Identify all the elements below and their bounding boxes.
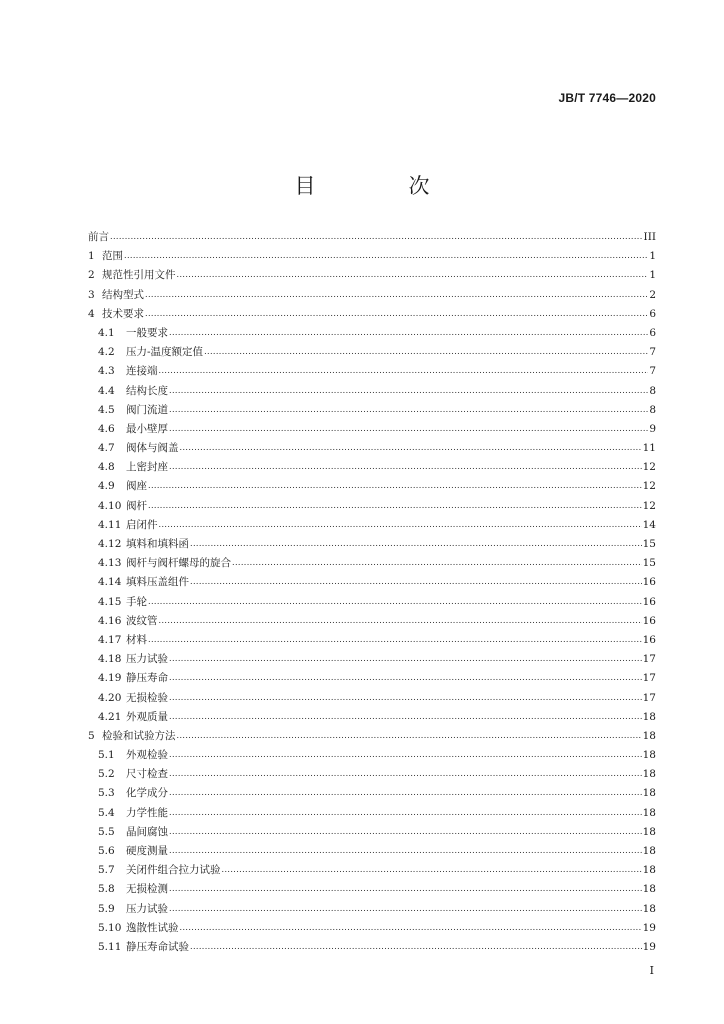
toc-entry[interactable] [88,535,656,554]
toc-entry-number: 4.19 [98,672,122,685]
toc-entry[interactable] [88,382,656,401]
table-of-contents [88,228,656,957]
toc-entry-page: 12 [642,461,656,474]
toc-entry[interactable] [88,554,656,573]
toc-entry-page: 18 [642,845,656,857]
toc-entry-number: 4.5 [98,403,115,416]
toc-leader-dots [169,764,642,783]
toc-entry-title: 技术要求 [102,307,144,320]
toc-entry-number: 4.14 [98,576,122,589]
toc-entry-title: 前言 [88,231,109,243]
toc-entry-page: 19 [642,921,656,934]
toc-entry-number: 4.17 [98,633,122,646]
toc-entry-page: 18 [642,768,656,781]
toc-entry-title: 波纹管 [126,614,158,627]
toc-entry-number: 2 [88,269,95,282]
toc-entry-page: 18 [642,729,656,742]
toc-entry-page: 17 [642,653,656,666]
toc-entry-page: 18 [642,883,656,896]
toc-entry-number: 4.11 [98,518,122,531]
toc-entry-title: 启闭件 [126,518,158,531]
toc-entry-title: 硬度测量 [126,845,168,857]
toc-entry-number: 4.16 [98,614,122,627]
toc-entry[interactable] [88,746,656,765]
toc-leader-dots [169,688,642,707]
toc-leader-dots [169,841,642,860]
toc-entry-title: 一般要求 [126,326,168,339]
toc-leader-dots [169,649,642,668]
toc-entry-number: 4 [88,307,95,320]
toc-entry-number: 4.6 [98,422,115,435]
toc-entry[interactable] [88,631,656,650]
toc-leader-dots [169,803,642,822]
toc-entry[interactable] [88,477,656,496]
toc-entry-title: 阀座 [126,480,147,493]
toc-entry-title: 最小壁厚 [126,422,168,435]
toc-leader-dots [232,553,642,572]
toc-entry-page: 6 [649,326,656,339]
toc-entry-page: 15 [642,557,656,570]
toc-entry-title: 范围 [102,250,123,263]
toc-entry[interactable] [88,266,656,285]
toc-entry-page: 9 [649,422,656,435]
toc-entry-number: 4.18 [98,653,122,666]
toc-leader-dots [169,323,648,342]
toc-entry-number: 4.12 [98,538,122,550]
toc-leader-dots [204,342,648,361]
toc-entry[interactable] [88,439,656,458]
toc-entry-number: 5 [88,729,95,742]
toc-entry-title: 力学性能 [126,806,168,819]
toc-entry-number: 4.7 [98,442,115,455]
toc-entry[interactable] [88,458,656,477]
toc-entry[interactable] [88,880,656,899]
toc-entry-page: 7 [649,346,656,359]
toc-leader-dots [177,265,649,284]
toc-entry[interactable] [88,784,656,803]
toc-entry-page: 18 [642,864,656,877]
toc-entry-title: 逸散性试验 [126,921,179,934]
toc-entry[interactable] [88,689,656,708]
toc-entry-page: 17 [642,691,656,704]
toc-entry[interactable] [88,900,656,919]
toc-entry-title: 压力试验 [126,653,168,666]
toc-entry-number: 4.20 [98,691,122,704]
toc-entry-title: 上密封座 [126,461,168,474]
toc-leader-dots [148,476,642,495]
toc-entry-title: 结构型式 [102,288,144,301]
toc-entry[interactable] [88,938,656,957]
toc-entry-number: 5.10 [98,921,122,934]
toc-entry[interactable] [88,516,656,535]
toc-leader-dots [169,879,642,898]
toc-entry-number: 1 [88,250,95,263]
toc-leader-dots [190,534,642,553]
toc-entry[interactable] [88,765,656,784]
toc-entry-title: 阀体与阀盖 [126,442,179,455]
toc-entry-title: 尺寸检查 [126,768,168,781]
toc-entry-page: 6 [649,307,656,320]
toc-entry-page: 1 [649,250,656,263]
toc-entry-title: 无损检测 [126,883,168,896]
toc-entry-page: 16 [642,576,656,589]
toc-entry[interactable] [88,804,656,823]
toc-entry-title: 静压寿命试验 [126,940,189,953]
toc-entry[interactable] [88,286,656,305]
toc-entry[interactable] [88,669,656,688]
toc-entry-title: 填料压盖组件 [126,576,189,589]
toc-leader-dots [169,707,642,726]
toc-entry-page: 14 [642,518,656,531]
toc-leader-dots [169,419,648,438]
toc-entry-page: 11 [642,442,656,455]
toc-entry-title: 外观检验 [126,749,168,762]
toc-entry-page: 18 [642,749,656,762]
toc-entry-number: 4.9 [98,480,115,493]
toc-entry-title: 检验和试验方法 [102,729,176,742]
toc-entry-title: 压力试验 [126,902,168,915]
toc-entry[interactable] [88,247,656,266]
toc-entry-title: 化学成分 [126,787,168,800]
toc-entry[interactable] [88,612,656,631]
toc-leader-dots [180,438,642,457]
toc-entry-number: 5.2 [98,768,115,781]
page-title: 目 次 [294,174,466,198]
toc-entry-number: 5.3 [98,787,115,800]
toc-entry[interactable] [88,228,656,247]
toc-entry-number: 5.9 [98,902,115,915]
toc-leader-dots [169,400,648,419]
toc-leader-dots [177,726,642,745]
toc-leader-dots [169,381,648,400]
toc-entry-title: 结构长度 [126,384,168,397]
toc-entry-page: 8 [649,384,656,397]
toc-leader-dots [148,592,642,611]
toc-entry[interactable] [88,823,656,842]
toc-entry-title: 连接端 [126,365,158,378]
toc-entry-page: 18 [642,806,656,819]
toc-entry-title: 无损检验 [126,691,168,704]
document-code: JB/T 7746—2020 [558,91,656,105]
toc-entry-number: 5.4 [98,806,115,819]
toc-entry-page: 18 [642,902,656,915]
toc-entry-number: 4.4 [98,384,115,397]
toc-entry-title: 手轮 [126,595,147,608]
toc-entry-page: 18 [642,825,656,838]
toc-entry[interactable] [88,401,656,420]
toc-entry-number: 4.8 [98,461,115,474]
toc-leader-dots [145,285,648,304]
toc-entry-number: 4.13 [98,557,122,570]
toc-leader-dots [169,783,642,802]
toc-leader-dots [124,246,648,265]
toc-leader-dots [222,860,642,879]
toc-entry[interactable] [88,497,656,516]
toc-entry-page: III [643,231,656,243]
toc-entry-number: 4.1 [98,326,115,339]
toc-entry[interactable] [88,362,656,381]
toc-entry-title: 晶间腐蚀 [126,825,168,838]
toc-entry[interactable] [88,573,656,592]
toc-entry-number: 5.5 [98,825,115,838]
toc-entry[interactable] [88,727,656,746]
toc-entry-number: 5.1 [98,749,115,762]
toc-entry-page: 7 [649,365,656,378]
toc-entry-page: 18 [642,710,656,723]
toc-entry-number: 4.10 [98,499,122,512]
toc-entry[interactable] [88,593,656,612]
page-number: I [649,964,654,977]
toc-entry-page: 8 [649,403,656,416]
toc-entry[interactable] [88,305,656,324]
toc-entry-number: 5.11 [98,940,122,953]
toc-entry-number: 4.2 [98,346,115,359]
toc-entry[interactable] [88,650,656,669]
toc-entry-title: 阀杆 [126,499,147,512]
toc-entry-page: 17 [642,672,656,685]
toc-leader-dots [169,745,642,764]
toc-leader-dots [180,918,642,937]
toc-entry-title: 填料和填料函 [126,538,189,550]
toc-entry-title: 外观质量 [126,710,168,723]
toc-entry-title: 规范性引用文件 [102,269,176,282]
toc-entry-number: 4.3 [98,365,115,378]
toc-entry-page: 18 [642,787,656,800]
toc-entry-page: 2 [649,288,656,301]
toc-leader-dots [190,572,642,591]
toc-entry[interactable] [88,324,656,343]
toc-entry-page: 16 [642,633,656,646]
toc-entry-number: 4.21 [98,710,122,723]
toc-entry[interactable] [88,919,656,938]
toc-entry-page: 12 [642,480,656,493]
toc-entry-title: 压力-温度额定值 [126,346,204,359]
toc-leader-dots [145,304,648,323]
toc-leader-dots [169,899,642,918]
toc-entry-number: 5.8 [98,883,115,896]
toc-leader-dots [159,515,642,534]
toc-entry[interactable] [88,842,656,861]
toc-leader-dots [159,611,642,630]
toc-entry-page: 1 [649,269,656,282]
toc-entry-title: 静压寿命 [126,672,168,685]
toc-entry-number: 3 [88,288,95,301]
toc-entry-title: 关闭件组合拉力试验 [126,864,221,877]
toc-leader-dots [169,457,642,476]
toc-leader-dots [148,496,642,515]
toc-entry-title: 阀门流道 [126,403,168,416]
toc-entry[interactable] [88,708,656,727]
toc-entry-title: 阀杆与阀杆螺母的旋合 [126,557,231,570]
toc-leader-dots [148,630,642,649]
toc-leader-dots [190,937,642,956]
toc-entry-number: 5.7 [98,864,115,877]
toc-entry-page: 15 [642,538,656,550]
toc-leader-dots [169,668,642,687]
toc-leader-dots [169,822,642,841]
toc-entry-number: 5.6 [98,845,115,857]
toc-entry-page: 19 [642,940,656,953]
toc-entry-title: 材料 [126,633,147,646]
toc-entry-page: 16 [642,614,656,627]
toc-entry[interactable] [88,861,656,880]
toc-entry[interactable] [88,343,656,362]
toc-entry-page: 12 [642,499,656,512]
toc-entry-page: 16 [642,595,656,608]
toc-leader-dots [159,361,649,380]
toc-entry[interactable] [88,420,656,439]
toc-leader-dots [110,227,643,246]
toc-entry-number: 4.15 [98,595,122,608]
